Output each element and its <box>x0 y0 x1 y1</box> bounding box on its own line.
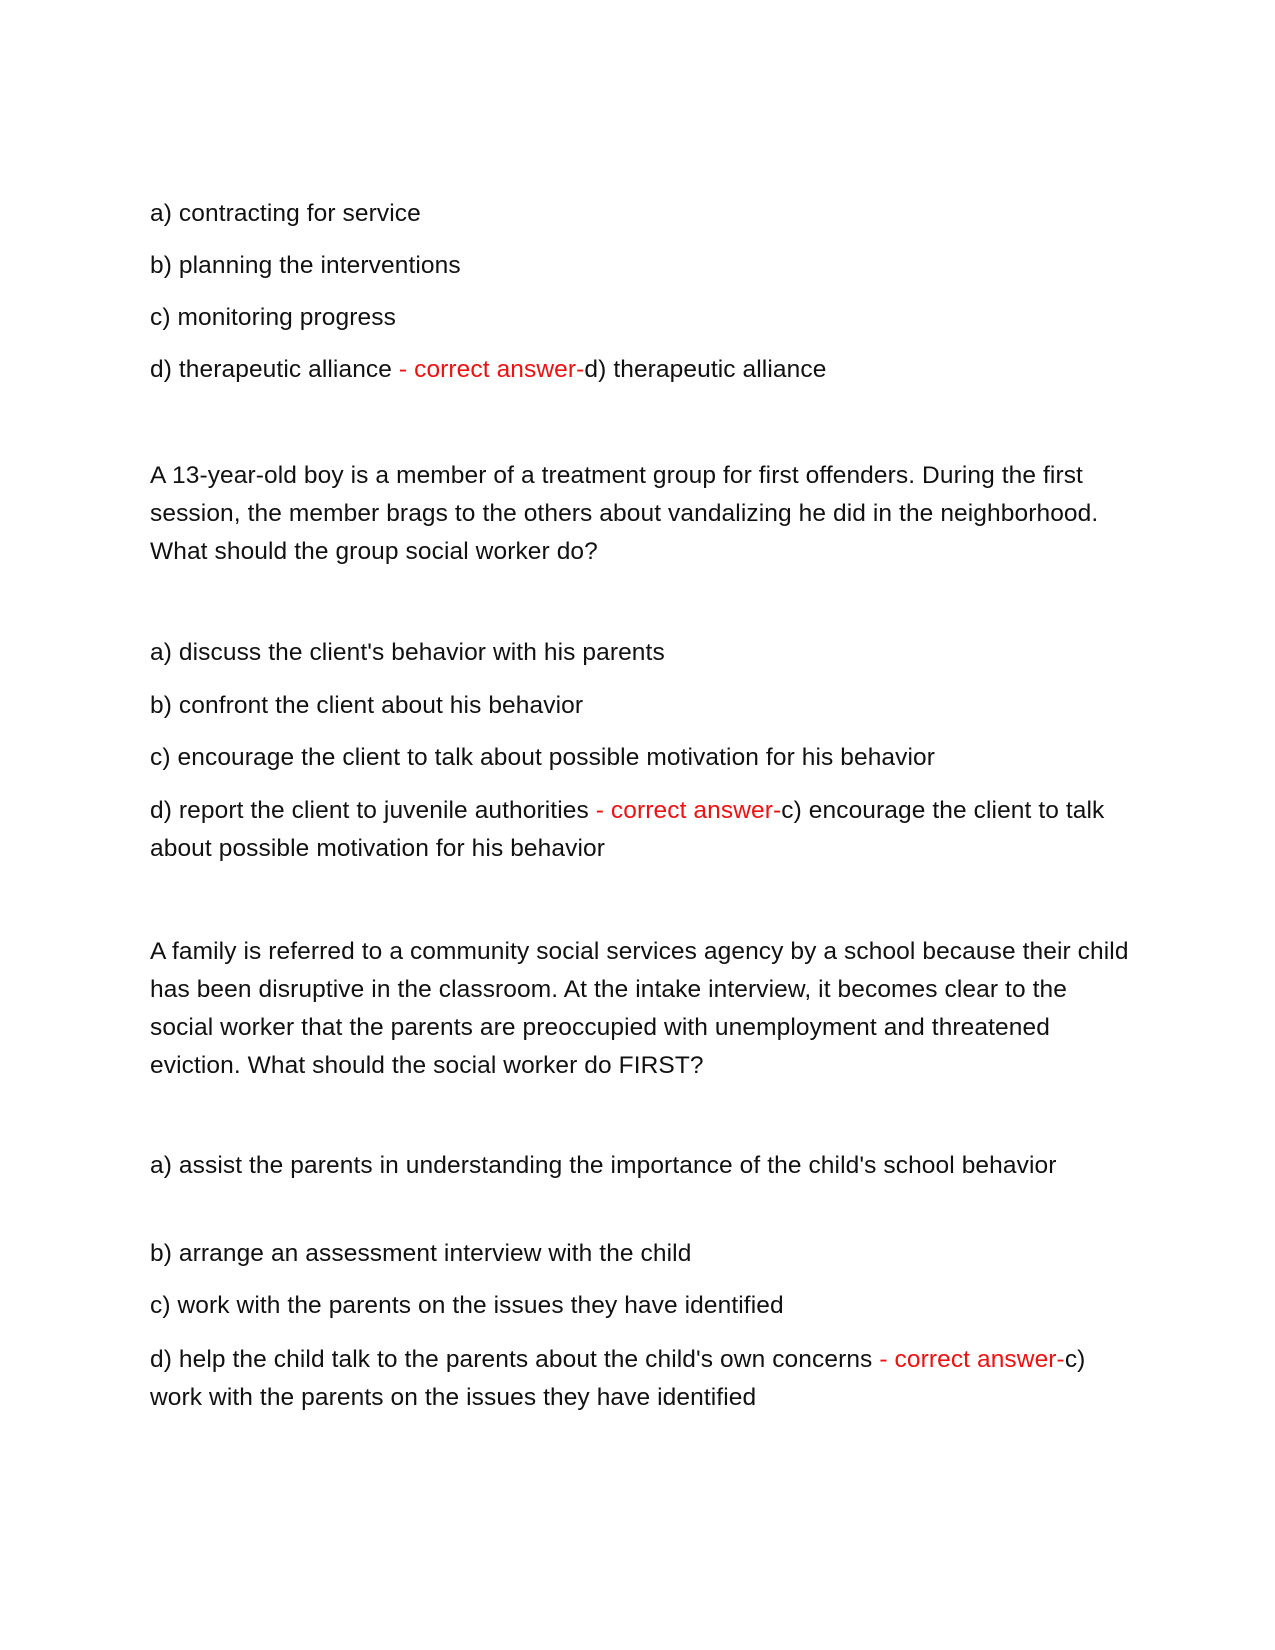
q1-correct-answer-marker: - correct answer- <box>392 356 585 383</box>
q2-option-a: a) discuss the client's behavior with his parents <box>150 639 665 666</box>
q2-option-b: b) confront the client about his behavior <box>150 692 584 719</box>
q1-option-a: a) contracting for service <box>150 200 421 227</box>
q2-option-d: d) report the client to juvenile authorities <box>150 797 589 824</box>
q2-option-c: c) encourage the client to talk about possible motivation for his behavior <box>150 744 936 771</box>
q1-option-d: d) therapeutic alliance <box>150 356 393 383</box>
q1-answer: d) therapeutic alliance <box>584 356 827 383</box>
q3-option-b: b) arrange an assessment interview with the child <box>150 1240 692 1267</box>
q3-answer: c) work with the parents on the issues they have identified <box>150 1346 1086 1411</box>
q3-question-text: A family is referred to a community social services agency by a school because their child has been disruptive in the classroom. At the intake interview, it becomes clear to the social worker that the parents are preoccupied with unemployment and threatened eviction. What should the social worker do FIRST? <box>150 938 1129 1079</box>
q3-correct-answer-marker: - correct answer- <box>872 1346 1065 1373</box>
q3-option-a: a) assist the parents in understanding the importance of the child's school behavior <box>150 1152 1057 1179</box>
q1-option-d-with-answer <box>150 351 1130 389</box>
q2-correct-answer-marker: - correct answer- <box>588 797 782 824</box>
q3-option-c: c) work with the parents on the issues they have identified <box>150 1292 784 1319</box>
q1-option-b: b) planning the interventions <box>150 252 461 279</box>
q3-option-d: d) help the child talk to the parents about the child's own concerns <box>150 1346 873 1373</box>
q2-question-text: A 13-year-old boy is a member of a treatment group for first offenders. During the first session, the member brags to the others about vandalizing he did in the neighborhood. What should the group social worker do? <box>150 462 1099 565</box>
q3-option-d-with-answer <box>150 1341 1130 1417</box>
q1-option-c: c) monitoring progress <box>150 304 396 331</box>
q2-option-d-with-answer <box>150 792 1130 868</box>
q2-answer: c) encourage the client to talk about possible motivation for his behavior <box>150 797 1105 862</box>
